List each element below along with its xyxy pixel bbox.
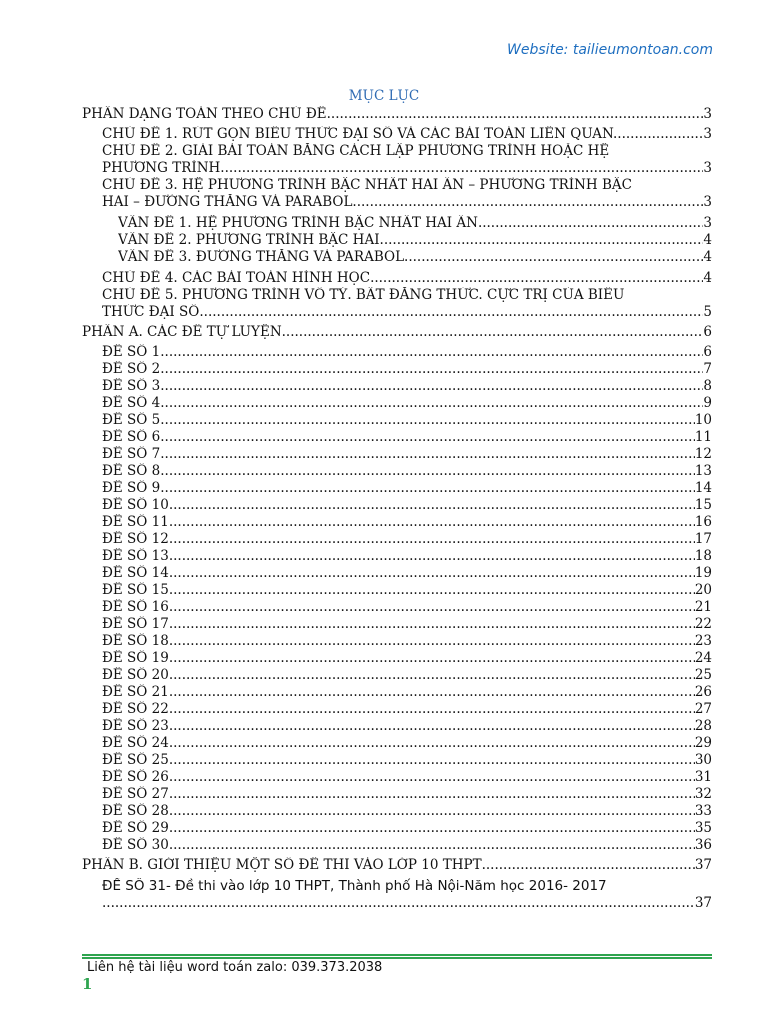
toc-entry-title: ĐỀ SỐ 11 <box>102 514 169 530</box>
toc-entry-title: VẤN ĐỀ 1. HỆ PHƯƠNG TRÌNH BẬC NHẤT HAI ẨN <box>118 215 478 231</box>
toc-entry-title: VẤN ĐỀ 3. ĐƯỜNG THẲNG VÀ PARABOL <box>118 249 405 265</box>
toc-entry-title: PHẦN B. GIỚI THIỆU MỘT SỐ ĐỀ THI VÀO LỚP 10 THPT <box>82 857 482 873</box>
toc-entry-page: 37 <box>694 857 712 873</box>
toc-title: MỤC LỤC <box>348 88 420 104</box>
toc-entry-page: 18 <box>694 548 712 564</box>
de-so-list <box>82 344 712 854</box>
toc-entry-page: 35 <box>694 820 712 836</box>
toc-entry-page: 19 <box>694 565 712 581</box>
toc-entry-page: 28 <box>694 718 712 734</box>
toc-entry-page: 15 <box>694 497 712 513</box>
toc-entry-de-so[interactable] <box>82 820 712 837</box>
toc-entry-title: ĐỀ SỐ 29 <box>102 820 169 836</box>
toc-entry-title: ĐỀ SỐ 7 <box>102 446 161 462</box>
toc-entry-phan-dang[interactable] <box>82 106 712 123</box>
toc-entry-de-so[interactable] <box>82 735 712 752</box>
toc-entry-page: 25 <box>694 667 712 683</box>
toc-entry-page: 36 <box>694 837 712 853</box>
toc-entry-de-so[interactable] <box>82 752 712 769</box>
toc-entry-page: 8 <box>703 378 712 394</box>
toc-entry-page: 31 <box>694 769 712 785</box>
toc-entry-title: ĐỀ SỐ 24 <box>102 735 169 751</box>
toc-entry-title: PHÂN DẠNG TOÁN THEO CHỦ ĐỀ <box>82 106 327 122</box>
table-of-contents <box>82 106 712 912</box>
toc-entry-title: ĐỀ SỐ 23 <box>102 718 169 734</box>
toc-entry-title: ĐỀ SỐ 15 <box>102 582 169 598</box>
toc-entry-page: 13 <box>694 463 712 479</box>
toc-entry-page: 4 <box>703 270 712 286</box>
toc-entry-title-line2: HAI – ĐƯỜNG THẲNG VÀ PARABOL <box>102 194 353 210</box>
toc-entry-de-so[interactable] <box>82 650 712 667</box>
toc-entry-title: ĐỀ SỐ 8 <box>102 463 161 479</box>
toc-entry-page: 23 <box>694 633 712 649</box>
toc-entry-page: 33 <box>694 803 712 819</box>
toc-entry-de-so-31[interactable] <box>82 878 712 912</box>
toc-entry-title-line1: CHỦ ĐỀ 2. GIẢI BÀI TOÁN BẰNG CÁCH LẬP PHƯƠNG TRÌNH HOẶC HỆ <box>102 143 610 159</box>
toc-entry-page: 21 <box>694 599 712 615</box>
toc-entry-de-so[interactable] <box>82 718 712 735</box>
toc-entry-de-so[interactable] <box>82 548 712 565</box>
toc-entry-title: ĐỀ SỐ 6 <box>102 429 161 445</box>
toc-entry-chu-de-2[interactable] <box>82 143 712 177</box>
toc-entry-title: ĐỀ SỐ 10 <box>102 497 169 513</box>
toc-entry-de-so[interactable] <box>82 463 712 480</box>
footer-divider <box>82 954 712 959</box>
toc-entry-title: ĐỀ SỐ 16 <box>102 599 169 615</box>
toc-entry-page: 37 <box>694 895 712 911</box>
toc-entry-page: 4 <box>703 232 712 248</box>
toc-entry-page: 3 <box>703 215 712 231</box>
toc-entry-title: VẤN ĐỀ 2. PHƯƠNG TRÌNH BẬC HAI <box>118 232 380 248</box>
toc-entry-de-so[interactable] <box>82 786 712 803</box>
toc-entry-de-so[interactable] <box>82 684 712 701</box>
website-header[interactable]: Website: tailieumontoan.com <box>507 42 713 58</box>
toc-entry-chu-de-1[interactable] <box>82 126 712 143</box>
toc-entry-de-so[interactable] <box>82 582 712 599</box>
toc-entry-de-so[interactable] <box>82 531 712 548</box>
toc-entry-page: 4 <box>703 249 712 265</box>
toc-entry-de-so[interactable] <box>82 361 712 378</box>
toc-entry-title: ĐỀ SỐ 13 <box>102 548 169 564</box>
toc-entry-van-de-1[interactable] <box>82 215 712 232</box>
toc-entry-title: ĐỀ SỐ 30 <box>102 837 169 853</box>
toc-entry-page: 16 <box>694 514 712 530</box>
toc-entry-de-so[interactable] <box>82 344 712 361</box>
toc-entry-title: ĐỀ SỐ 4 <box>102 395 161 411</box>
toc-entry-de-so[interactable] <box>82 514 712 531</box>
toc-entry-de-so[interactable] <box>82 803 712 820</box>
toc-entry-chu-de-5[interactable] <box>82 287 712 321</box>
toc-entry-title: ĐỀ SỐ 18 <box>102 633 169 649</box>
toc-entry-page: 11 <box>694 429 712 445</box>
toc-entry-page: 3 <box>703 160 712 176</box>
toc-entry-page: 32 <box>694 786 712 802</box>
toc-entry-title: ĐỀ SỐ 27 <box>102 786 169 802</box>
toc-entry-title: ĐỀ SỐ 26 <box>102 769 169 785</box>
toc-entry-title: ĐỀ SỐ 1 <box>102 344 161 360</box>
toc-entry-page: 10 <box>694 412 712 428</box>
toc-entry-de-so[interactable] <box>82 667 712 684</box>
toc-entry-page: 29 <box>694 735 712 751</box>
toc-entry-title: PHẦN A. CÁC ĐỀ TỰ LUYỆN <box>82 324 282 340</box>
toc-entry-title: ĐỀ SỐ 5 <box>102 412 161 428</box>
toc-entry-chu-de-3[interactable] <box>82 177 712 211</box>
toc-entry-page: 3 <box>703 194 712 210</box>
toc-entry-chu-de-4[interactable] <box>82 270 712 287</box>
toc-entry-de-so[interactable] <box>82 701 712 718</box>
toc-entry-page: 7 <box>703 361 712 377</box>
toc-entry-page: 6 <box>703 344 712 360</box>
toc-entry-title: ĐỀ SỐ 14 <box>102 565 169 581</box>
toc-entry-title: ĐỀ SỐ 22 <box>102 701 169 717</box>
toc-entry-van-de-2[interactable] <box>82 232 712 249</box>
toc-entry-page: 3 <box>703 106 712 122</box>
page-number: 1 <box>82 975 93 993</box>
toc-entry-title-line1: CHỦ ĐỀ 3. HỆ PHƯƠNG TRÌNH BẬC NHẤT HAI ẨN – PHƯƠNG TRÌNH BẬC <box>102 177 633 193</box>
toc-entry-de-so[interactable] <box>82 599 712 616</box>
toc-entry-de-so[interactable] <box>82 446 712 463</box>
toc-entry-title: ĐỀ SỐ 31- Đề thi vào lớp 10 THPT, Thành phố Hà Nội-Năm học 2016- 2017 <box>102 878 607 894</box>
toc-entry-de-so[interactable] <box>82 395 712 412</box>
toc-entry-page: 26 <box>694 684 712 700</box>
toc-entry-page: 30 <box>694 752 712 768</box>
footer-contact: Liên hệ tài liệu word toán zalo: 039.373.2038 <box>87 960 383 975</box>
toc-entry-phan-a[interactable] <box>82 324 712 341</box>
toc-entry-page: 12 <box>694 446 712 462</box>
toc-entry-title: ĐỀ SỐ 9 <box>102 480 161 496</box>
toc-entry-de-so[interactable] <box>82 497 712 514</box>
toc-entry-page: 14 <box>694 480 712 496</box>
toc-entry-title: ĐỀ SỐ 20 <box>102 667 169 683</box>
toc-entry-title: ĐỀ SỐ 3 <box>102 378 161 394</box>
toc-entry-title: ĐỀ SỐ 2 <box>102 361 161 377</box>
toc-entry-de-so[interactable] <box>82 769 712 786</box>
toc-entry-page: 5 <box>703 304 712 320</box>
toc-entry-title-line2: PHƯƠNG TRÌNH <box>102 160 221 176</box>
toc-entry-phan-b[interactable] <box>82 857 712 874</box>
toc-entry-de-so[interactable] <box>82 616 712 633</box>
toc-entry-de-so[interactable] <box>82 480 712 497</box>
toc-entry-title: CHỦ ĐỀ 1. RÚT GỌN BIỂU THỨC ĐẠI SỐ VÀ CÁC BÀI TOÁN LIÊN QUAN. <box>102 126 618 142</box>
toc-entry-title: CHỦ ĐỀ 4. CÁC BÀI TOÁN HÌNH HỌC <box>102 270 371 286</box>
toc-entry-de-so[interactable] <box>82 837 712 854</box>
toc-entry-title: ĐỀ SỐ 12 <box>102 531 169 547</box>
toc-entry-page: 17 <box>694 531 712 547</box>
toc-entry-title-line2: THỨC ĐẠI SỐ <box>102 304 200 320</box>
toc-entry-de-so[interactable] <box>82 565 712 582</box>
toc-entry-van-de-3[interactable] <box>82 249 712 266</box>
toc-entry-page: 3 <box>703 126 712 142</box>
toc-entry-de-so[interactable] <box>82 429 712 446</box>
toc-entry-page: 20 <box>694 582 712 598</box>
toc-entry-page: 22 <box>694 616 712 632</box>
toc-entry-de-so[interactable] <box>82 412 712 429</box>
toc-entry-page: 9 <box>703 395 712 411</box>
toc-entry-de-so[interactable] <box>82 378 712 395</box>
toc-entry-de-so[interactable] <box>82 633 712 650</box>
toc-entry-title: ĐỀ SỐ 19 <box>102 650 169 666</box>
toc-entry-title-line1: CHỦ ĐỀ 5. PHƯƠNG TRÌNH VÔ TỶ. BẤT ĐẲNG THỨC. CỰC TRỊ CỦA BIỂU <box>102 287 625 303</box>
toc-entry-title: ĐỀ SỐ 21 <box>102 684 169 700</box>
toc-entry-title: ĐỀ SỐ 28 <box>102 803 169 819</box>
toc-entry-page: 6 <box>703 324 712 340</box>
toc-entry-title: ĐỀ SỐ 17 <box>102 616 169 632</box>
toc-entry-title: ĐỀ SỐ 25 <box>102 752 169 768</box>
toc-entry-page: 24 <box>694 650 712 666</box>
toc-entry-page: 27 <box>694 701 712 717</box>
